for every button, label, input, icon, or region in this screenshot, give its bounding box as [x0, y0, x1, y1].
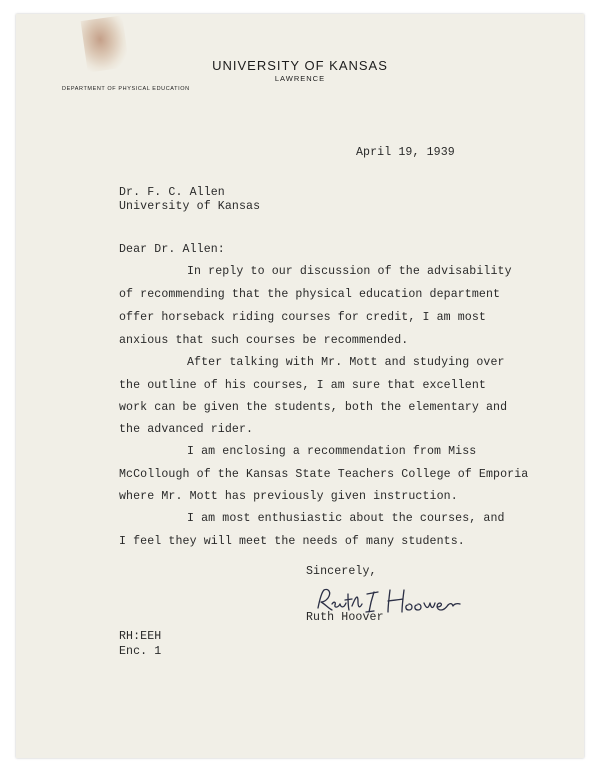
body-line: offer horseback riding courses for credit, I am most: [119, 311, 486, 324]
salutation: Dear Dr. Allen:: [119, 243, 225, 256]
signer-name: Ruth Hoover: [306, 611, 384, 624]
body-line: anxious that such courses be recommended.: [119, 334, 409, 347]
body-line: the outline of his courses, I am sure that excellent: [119, 379, 486, 392]
reference-initials: RH:EEH: [119, 630, 162, 643]
body-line: I am most enthusiastic about the courses, and: [187, 512, 505, 525]
closing: Sincerely,: [306, 565, 377, 578]
letter-date: April 19, 1939: [356, 146, 455, 159]
body-line: McCollough of the Kansas State Teachers College of Emporia: [119, 468, 529, 481]
body-line: the advanced rider.: [119, 423, 254, 436]
body-line: work can be given the students, both the elementary and: [119, 401, 508, 414]
recipient-org: University of Kansas: [119, 200, 261, 213]
recipient-name: Dr. F. C. Allen: [119, 186, 225, 199]
body-line: where Mr. Mott has previously given instruction.: [119, 490, 458, 503]
body-line: In reply to our discussion of the advisability: [187, 265, 512, 278]
enclosure-note: Enc. 1: [119, 645, 162, 658]
body-line: I am enclosing a recommendation from Miss: [187, 445, 477, 458]
letterhead-city: LAWRENCE: [274, 74, 326, 83]
body-line: After talking with Mr. Mott and studying over: [187, 356, 505, 369]
body-line: of recommending that the physical education department: [119, 288, 501, 301]
body-line: I feel they will meet the needs of many students.: [119, 535, 465, 548]
letterhead-university: UNIVERSITY OF KANSAS: [212, 58, 388, 73]
letterhead-department: DEPARTMENT OF PHYSICAL EDUCATION: [62, 86, 190, 92]
